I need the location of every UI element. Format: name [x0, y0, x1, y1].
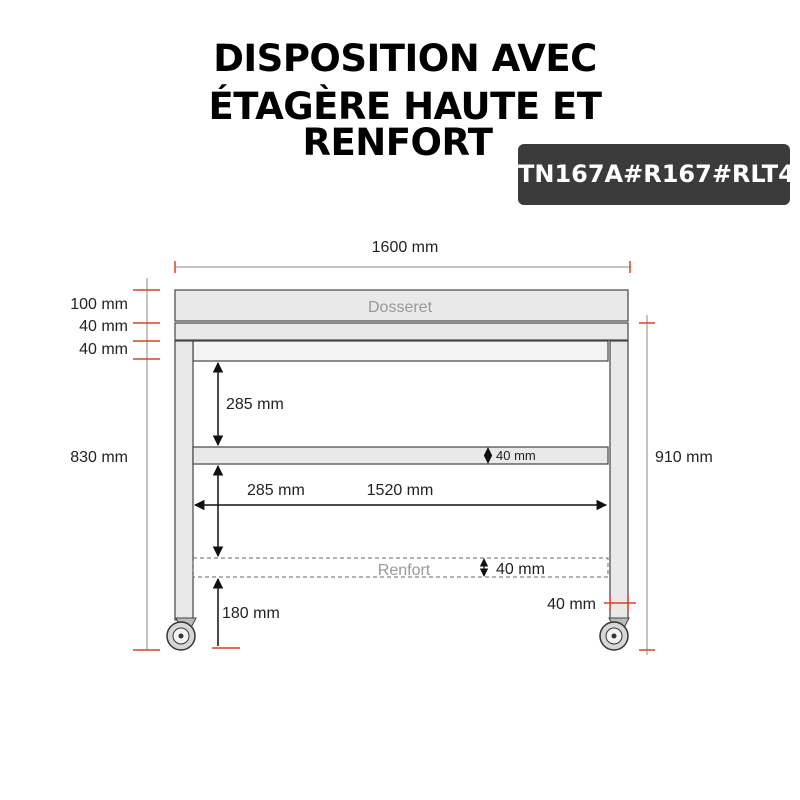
dim-top-thickness: 40 mm	[79, 318, 128, 335]
dim-total-height: 910 mm	[655, 449, 713, 466]
dim-brace-to-floor: 180 mm	[222, 605, 280, 622]
dim-gap-top-to-shelf: 285 mm	[226, 396, 284, 413]
product-code-badge: TN167A#R167#RLT4	[518, 144, 790, 205]
right-caster	[600, 618, 629, 650]
left-leg	[175, 341, 193, 620]
dim-gap-shelf-to-brace: 285 mm	[247, 482, 305, 499]
dim-inner-width: 1520 mm	[366, 482, 434, 499]
dim-leg-height: 830 mm	[70, 449, 128, 466]
apron	[193, 341, 608, 361]
worktop	[175, 323, 628, 340]
right-leg	[610, 341, 628, 620]
brace-label: Renfort	[377, 562, 431, 579]
upper-shelf	[193, 447, 608, 464]
dim-backsplash-height: 100 mm	[70, 296, 128, 313]
dim-apron-height: 40 mm	[79, 341, 128, 358]
dim-total-width: 1600 mm	[371, 239, 439, 256]
dim-leg-width: 40 mm	[547, 596, 596, 613]
dim-brace-thickness: 40 mm	[496, 561, 545, 578]
left-caster	[167, 618, 196, 650]
title-line-1: DISPOSITION AVEC	[213, 37, 597, 80]
backsplash-label: Dosseret	[367, 299, 433, 316]
title-line-2: ÉTAGÈRE HAUTE ET	[208, 85, 602, 128]
title-line-3: RENFORT	[302, 121, 493, 164]
dim-shelf-thickness: 40 mm	[496, 448, 536, 463]
